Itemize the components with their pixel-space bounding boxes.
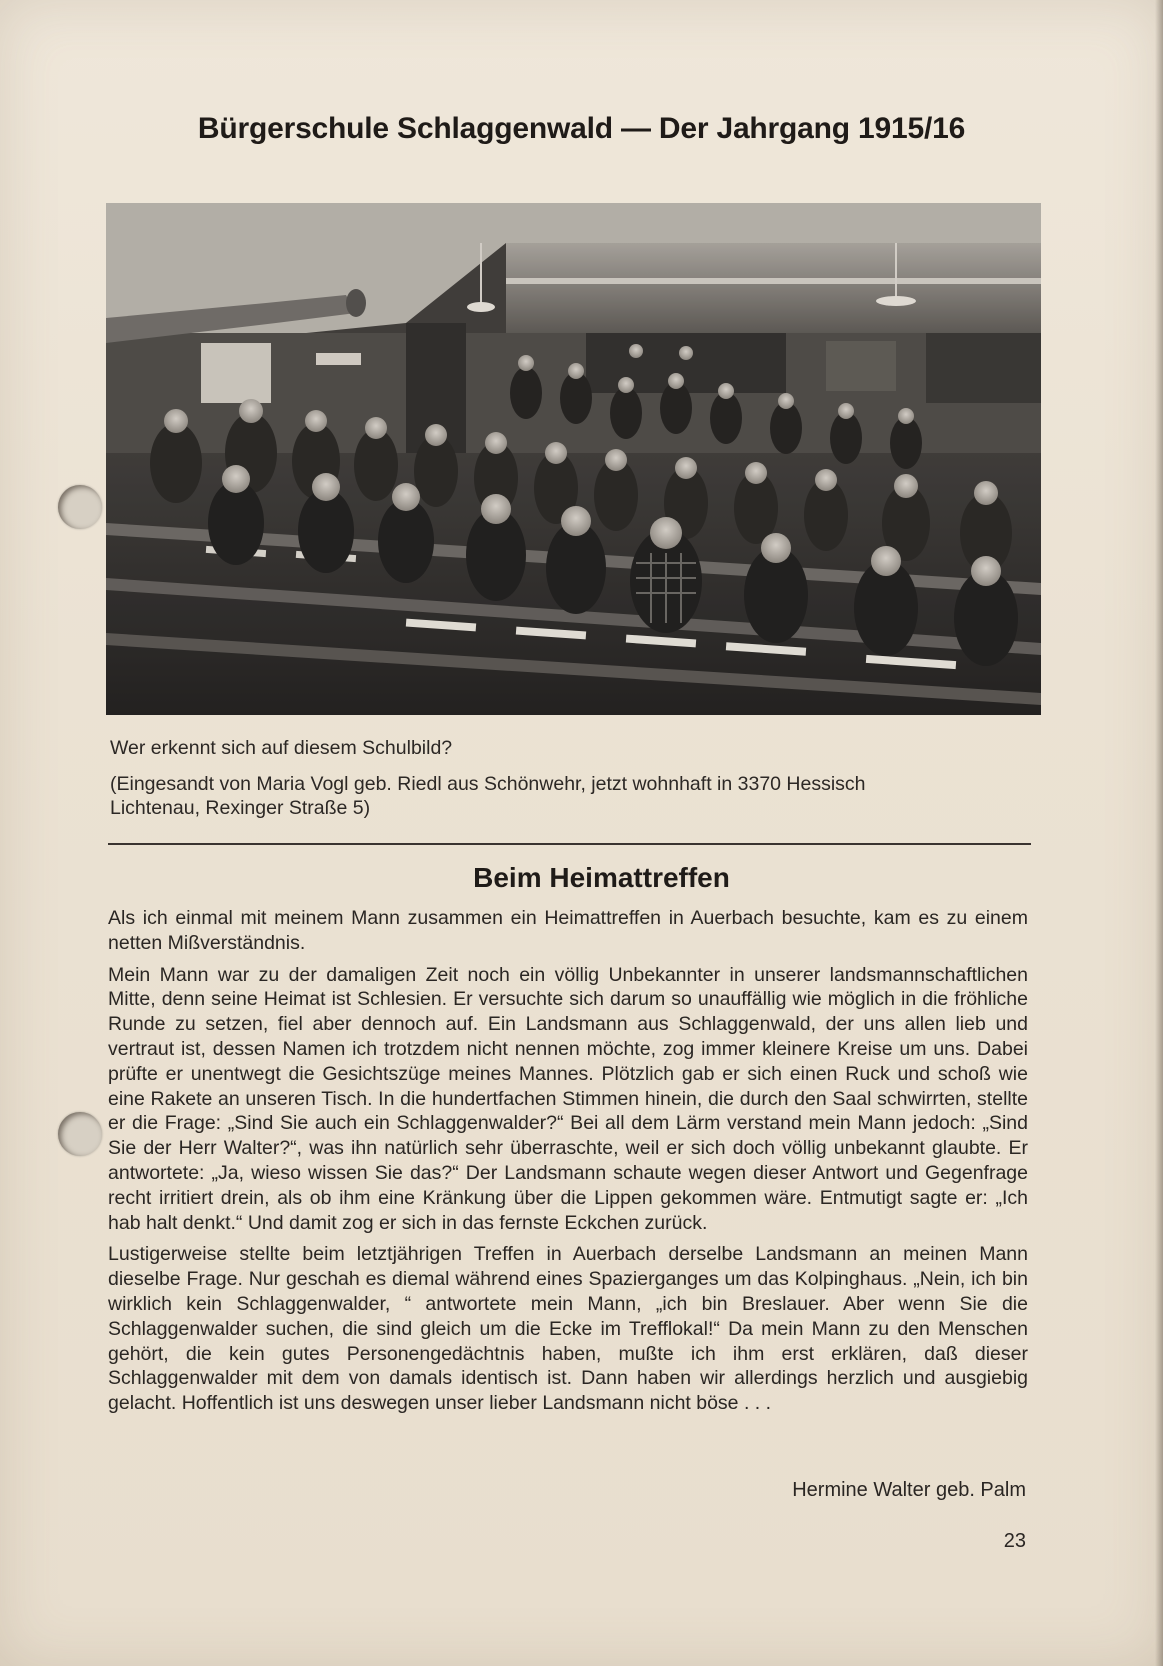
article-paragraph: Lustigerweise stellte beim letztjährigen Treffen in Auerbach derselbe Landsmann an meinen Mann dieselbe Frage. Nur geschah es diemal während eines Spazierganges um das Kolpinghaus. „Nein, ich bin wirklich kein Schlaggenwalder, “ antwortete mein Mann, „ich bin Breslauer. Aber wenn Sie die Schlaggenwalder suchen, die sind gleich um die Ecke im Trefflokal!“ Da mein Mann zu den Menschen gehört, die kein gutes Personengedächtnis haben, mußte ich ihm erst erklären, daß dieser Schlaggenwalder mit dem von damals identisch ist. Dann haben wir allerdings herzlich und ausgiebig gelacht. Hoffentlich ist uns deswegen unser lieber Landsmann nicht böse . . .: [108, 1243, 1028, 1415]
article-paragraph: Mein Mann war zu der damaligen Zeit noch ein völlig Unbekannter in unserer landsmannschaftlichen Mitte, denn seine Heimat ist Schlesien. Er versuchte sich darum so unauffällig wie möglich in die fröhliche Runde zu setzen, fiel aber dennoch auf. Ein Landsmann aus Schlaggenwald, der uns allen lieb und vertraut ist, dessen Namen ich trotzdem nicht nennen möchte, zog immer kleinere Kreise um uns. Dabei prüfte er unentwegt die Gesichtszüge meines Mannes. Plötzlich gab er sich einen Ruck und schoß wie eine Rakete an unseren Tisch. In die hundertfachen Stimmen hinein, die durch den Saal schwirrten, stellte er die Frage: „Sind Sie auch ein Schlaggenwalder?“ Bei all dem Lärm verstand mein Mann jedoch: „Sind Sie der Herr Walter?“, was ihn natürlich sehr überraschte, weil er sich doch völlig unbekannt glaubte. Er antwortete: „Ja, wieso wissen Sie das?“ Der Landsmann schaute wegen dieser Antwort und Gegenfrage recht irritiert drein, als ob ihm eine Kränkung über die Lippen gekommen wäre. Entmutigt sagte er: „Ich hab halt denkt.“ Und damit zog er sich in das fernste Eckchen zurück.: [108, 963, 1028, 1234]
page-number: 23: [1003, 1530, 1026, 1552]
photo-caption-source-line-2: Lichtenau, Rexinger Straße 5): [110, 797, 371, 819]
punch-hole-top: [58, 485, 102, 529]
photo-caption-source-line-1: (Eingesandt von Maria Vogl geb. Riedl aus Schönwehr, jetzt wohnhaft in 3370 Hessisch: [110, 773, 866, 795]
photo-caption-question: Wer erkennt sich auf diesem Schulbild?: [110, 737, 453, 759]
article-heading: Beim Heimattreffen: [473, 862, 730, 893]
article-signature: Hermine Walter geb. Palm: [792, 1479, 1026, 1501]
page-title: Bürgerschule Schlaggenwald — Der Jahrgang 1915/16: [197, 112, 966, 145]
section-divider: [108, 843, 1031, 845]
class-photo: [106, 203, 1041, 715]
article-paragraph: Als ich einmal mit meinem Mann zusammen ein Heimattreffen in Auerbach besuchte, kam es zu einem netten Mißverständnis.: [108, 907, 1028, 954]
punch-hole-bottom: [58, 1112, 102, 1156]
article-body: [108, 906, 1028, 1423]
